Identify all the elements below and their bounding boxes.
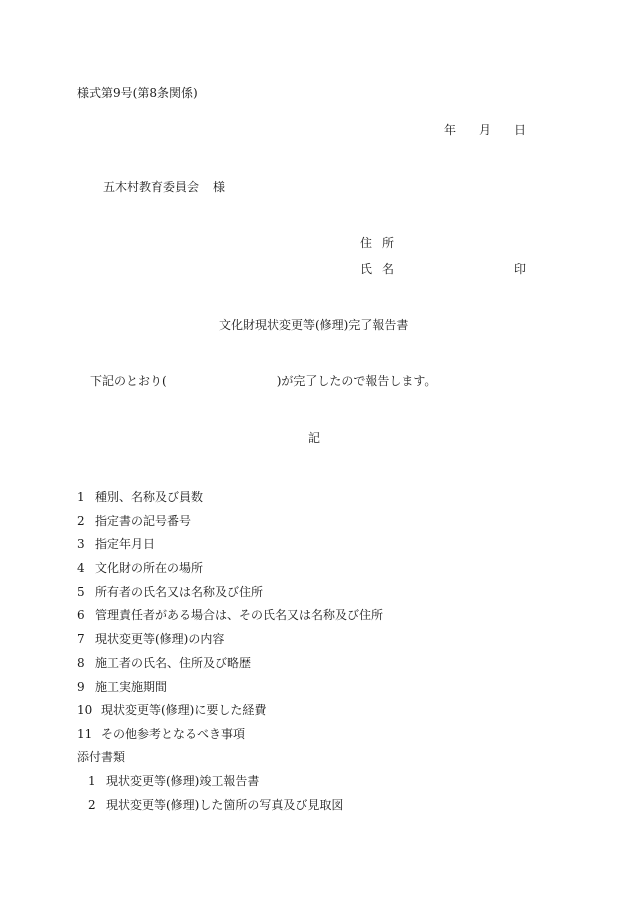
list-item-text: 施工者の氏名、住所及び略歴 [95,656,252,670]
list-item-text: 現状変更等(修理)の内容 [95,632,225,646]
list-item-number: 4 [77,561,85,575]
list-item [77,632,224,646]
attachment-item-number: 1 [88,774,96,788]
addressee [103,180,225,194]
addressee-name: 五木村教育委員会 [103,180,200,194]
list-item-text: 文化財の所在の場所 [95,561,204,575]
date-day-label: 日 [514,123,527,137]
list-item [77,514,191,528]
date-month-label: 月 [479,123,492,137]
list-item-text: 施工実施期間 [95,680,168,694]
list-item-text: 指定書の記号番号 [95,514,192,528]
list-item-text: 指定年月日 [95,537,156,551]
name-label [360,262,394,276]
list-item [77,703,266,717]
list-item [77,561,203,575]
list-item-number: 8 [77,656,85,670]
attachment-item-text: 現状変更等(修理)竣工報告書 [106,774,260,788]
list-item-number: 7 [77,632,85,646]
list-item-text: 管理責任者がある場合は、その氏名又は名称及び住所 [95,608,384,622]
list-item [77,490,203,504]
name-label-char-1: 氏 [360,262,373,276]
statement-prefix: 下記のとおり( [90,374,167,388]
attachment-item [88,774,259,788]
date-year-label: 年 [444,123,457,137]
attachment-item [88,798,343,812]
date-line [444,123,526,137]
form-number: 様式第9号(第8条関係) [77,86,198,100]
list-item [77,608,383,622]
ki-heading: 記 [308,431,321,445]
list-item [77,680,167,694]
list-item-text: 種別、名称及び員数 [95,490,204,504]
list-item-number: 1 [77,490,85,504]
list-item [77,727,245,741]
addressee-honorific: 様 [213,180,226,194]
document-title: 文化財現状変更等(修理)完了報告書 [219,318,409,332]
list-item-number: 10 [77,703,93,717]
address-label [360,236,394,250]
address-label-char-1: 住 [360,236,373,250]
list-item-number: 11 [77,727,93,741]
address-label-char-2: 所 [382,236,395,250]
list-item-text: 所有者の氏名又は名称及び住所 [95,585,264,599]
list-item-number: 5 [77,585,85,599]
list-item [77,656,251,670]
list-item [77,585,263,599]
list-item-text: 現状変更等(修理)に要した経費 [101,703,267,717]
seal-mark: 印 [514,262,527,276]
statement [90,374,436,388]
attachments-heading: 添付書類 [77,750,126,764]
statement-suffix: )が完了したので報告します。 [276,374,437,388]
attachment-item-text: 現状変更等(修理)した箇所の写真及び見取図 [106,798,344,812]
name-label-char-2: 名 [382,262,395,276]
list-item-number: 9 [77,680,85,694]
list-item-number: 2 [77,514,85,528]
list-item [77,537,155,551]
list-item-text: その他参考となるべき事項 [101,727,246,741]
list-item-number: 3 [77,537,85,551]
list-item-number: 6 [77,608,85,622]
attachment-item-number: 2 [88,798,96,812]
